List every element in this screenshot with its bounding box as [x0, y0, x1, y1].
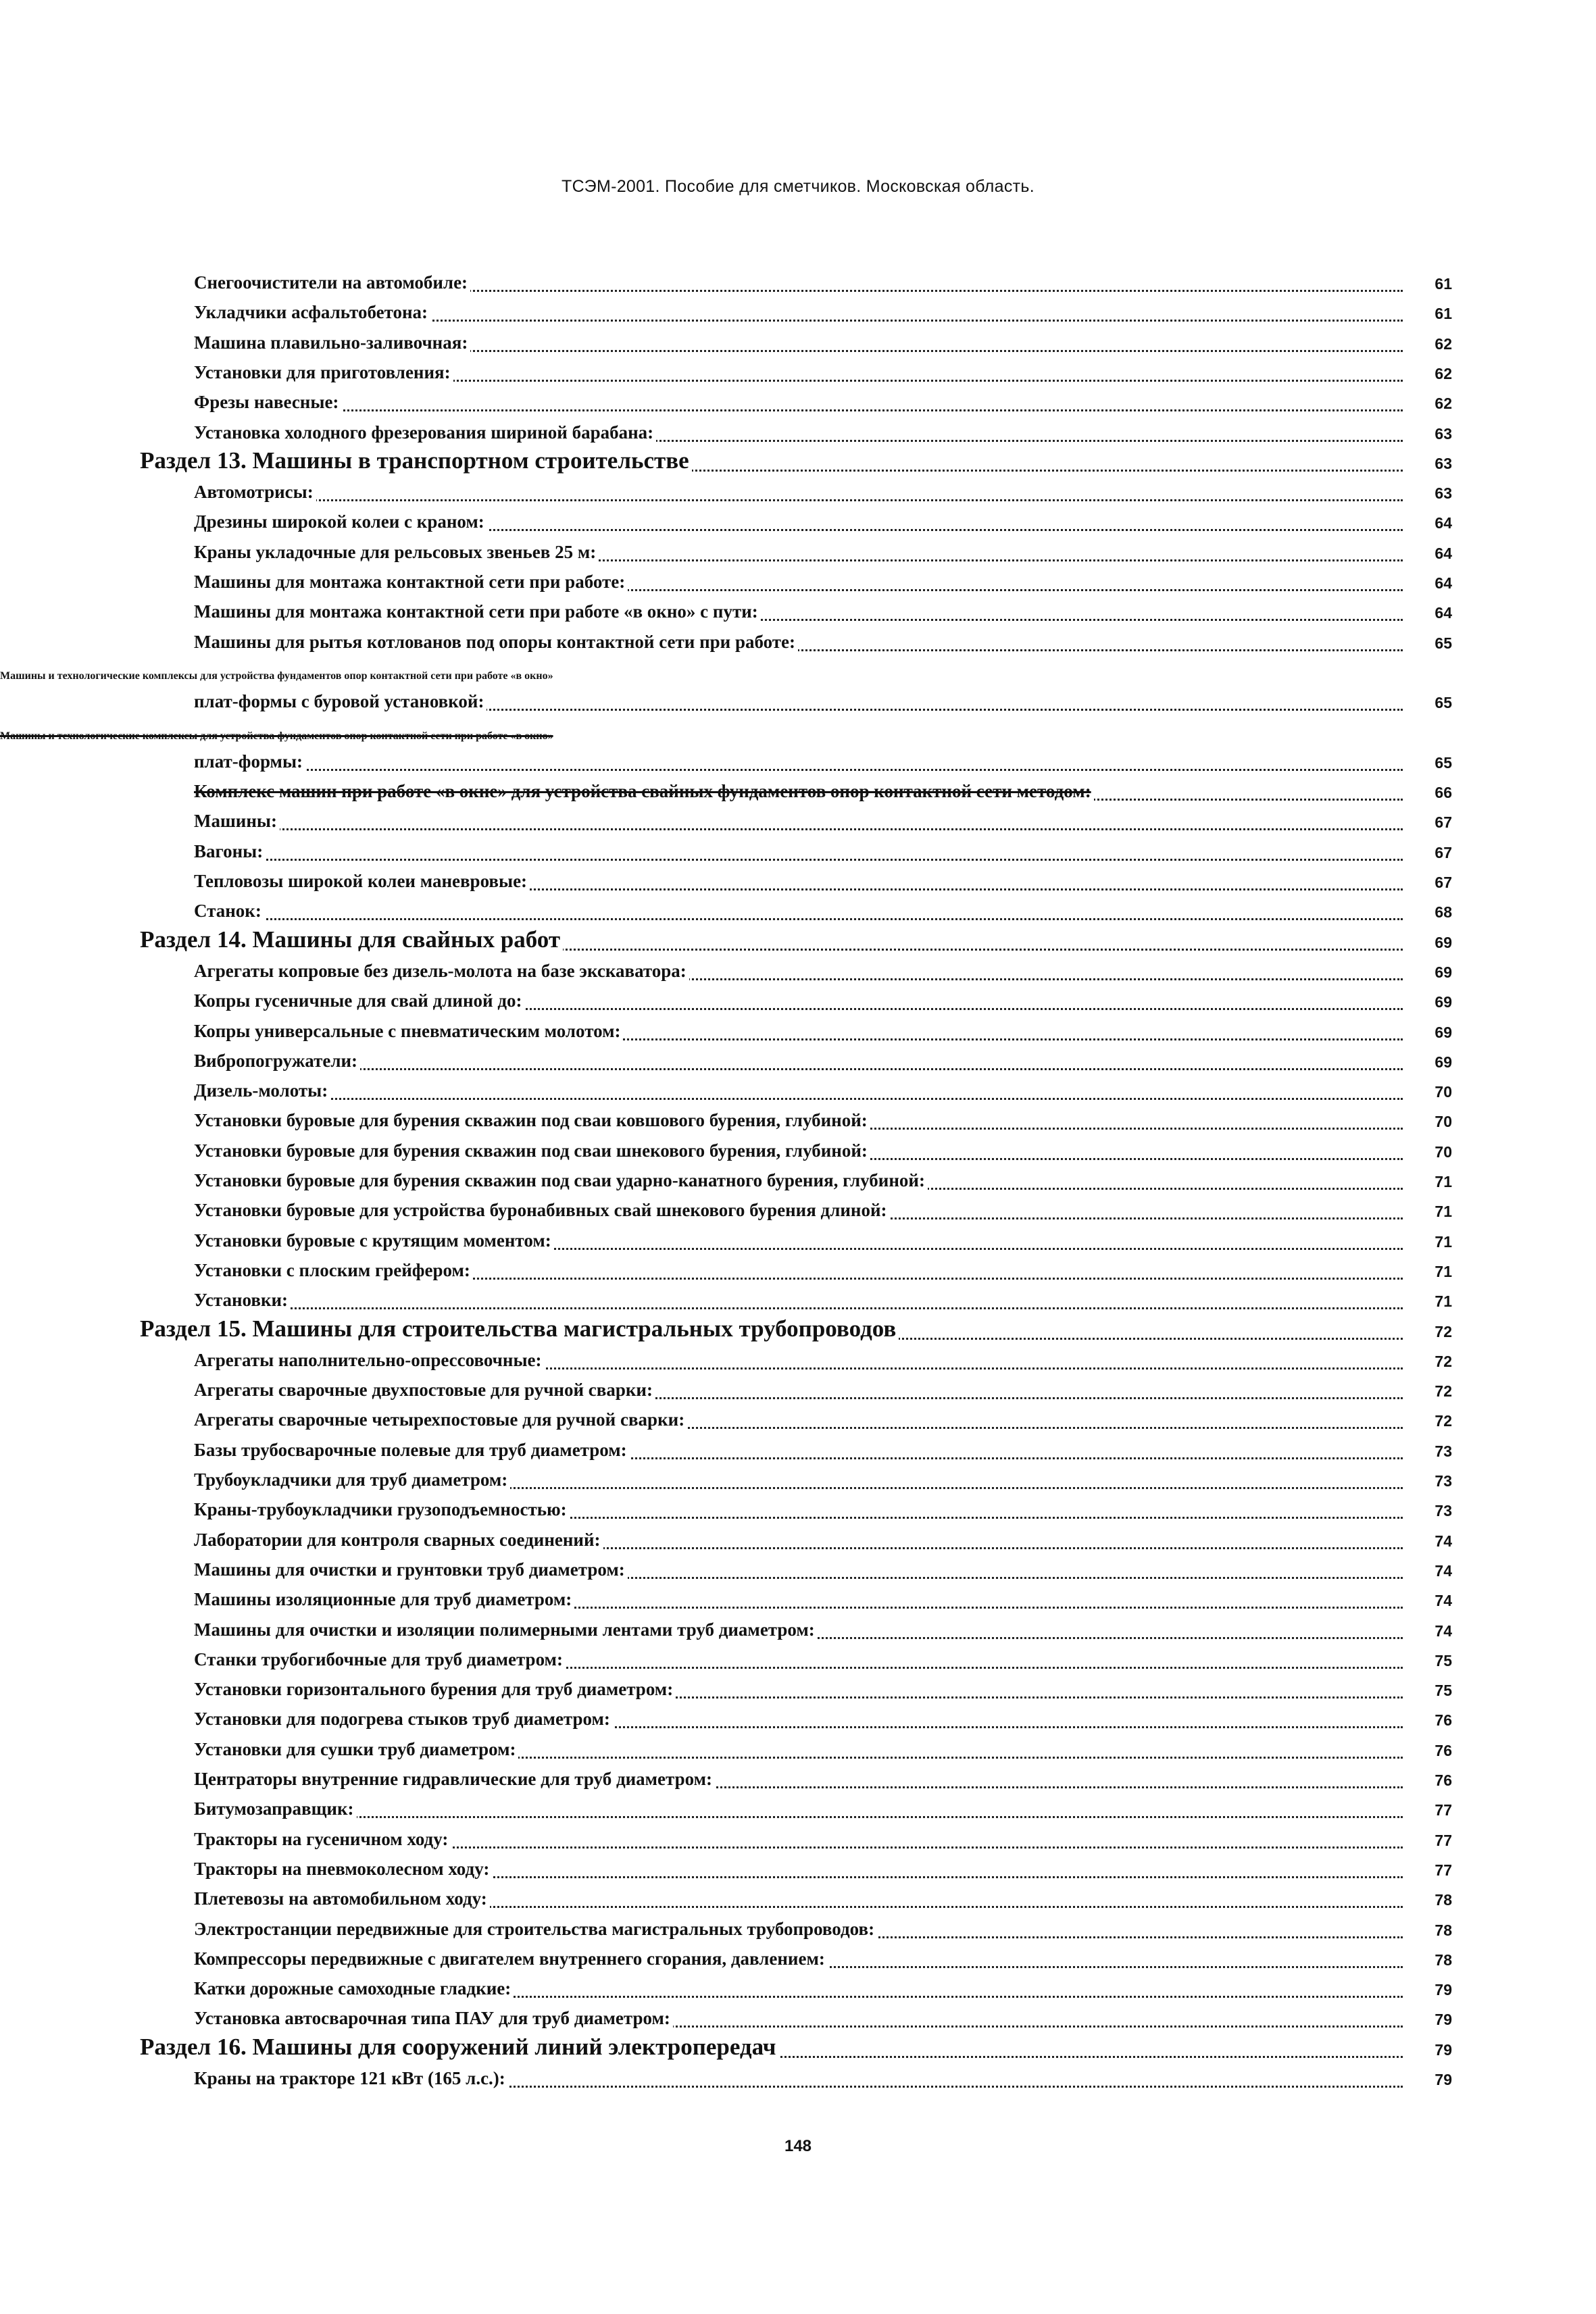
toc-entry-title: Автомотрисы: — [194, 482, 316, 503]
toc-entry[interactable] — [0, 508, 1596, 538]
dot-leader — [194, 1095, 1403, 1100]
toc-entry[interactable] — [0, 388, 1596, 418]
toc-entry-page: 72 — [1435, 1352, 1452, 1370]
toc-entry-page: 70 — [1435, 1142, 1452, 1161]
toc-entry-page: 63 — [1435, 424, 1452, 443]
toc-entry-title: Установки буровые для бурения скважин под сваи шнекового бурения, глубиной: — [194, 1140, 870, 1161]
toc-entry[interactable] — [0, 748, 1596, 778]
toc-entry-title: плат-формы: — [194, 751, 305, 772]
toc-entry-title: Агрегаты сварочные четырехпостовые для ручной сварки: — [194, 1409, 687, 1430]
toc-entry-page: 71 — [1435, 1232, 1452, 1251]
toc-entry-title: Снегоочистители на автомобиле: — [194, 272, 470, 293]
toc-entry-title: Машины для монтажа контактной сети при работе «в окно» с пути: — [194, 601, 761, 622]
toc-entry[interactable] — [0, 1676, 1596, 1705]
running-header: ТСЭМ-2001. Пособие для сметчиков. Московская область. — [562, 177, 1034, 196]
dot-leader — [194, 826, 1403, 830]
toc-entry-title: Комплекс машин при работе «в окне» для устройства свайных фундаментов опор контактной сети методом: — [194, 781, 1094, 802]
toc-entry-title: Компрессоры передвижные с двигателем внутреннего сгорания, давлением: — [194, 1948, 828, 1969]
toc-entry[interactable] — [0, 778, 1596, 807]
toc-entry-title: Установки с плоским грейфером: — [194, 1260, 473, 1281]
toc-entry-title: Станок: — [194, 901, 264, 922]
toc-entry-page: 62 — [1435, 364, 1452, 382]
toc-entry-page: 64 — [1435, 544, 1452, 562]
toc-entry-title: Установки для приготовления: — [194, 362, 453, 383]
toc-entry-page: 73 — [1435, 1472, 1452, 1490]
toc-entry-page: 77 — [1435, 1801, 1452, 1819]
toc-entry[interactable] — [0, 1915, 1596, 1945]
toc-entry-page: 71 — [1435, 1292, 1452, 1311]
toc-entry-title: Машина плавильно-заливочная: — [194, 332, 470, 353]
dot-leader — [194, 497, 1403, 501]
toc-entry[interactable] — [0, 2005, 1596, 2034]
toc-entry-page: 64 — [1435, 574, 1452, 592]
toc-entry[interactable] — [0, 658, 1596, 688]
toc-entry-title: Установка автосварочная типа ПАУ для труб диаметром: — [194, 2008, 673, 2029]
toc-entry-page: 76 — [1435, 1771, 1452, 1789]
toc-entry-page: 72 — [1435, 1382, 1452, 1401]
toc-entry-page: 67 — [1435, 874, 1452, 891]
toc-entry[interactable] — [0, 1347, 1596, 1376]
toc-entry-title: Краны укладочные для рельсовых звеньев 25 м: — [194, 542, 599, 563]
toc-entry[interactable] — [0, 1646, 1596, 1676]
toc-entry-title: Укладчики асфальтобетона: — [194, 302, 430, 323]
dot-leader — [194, 856, 1403, 861]
toc-entry-title: Битумозаправщик: — [194, 1799, 357, 1819]
toc-entry-title: Фрезы навесные: — [194, 392, 341, 413]
toc-entry-page: 69 — [1435, 1053, 1452, 1071]
toc-entry-page: 65 — [1435, 694, 1452, 712]
toc-entry-page: 72 — [1435, 1412, 1452, 1430]
toc-entry-page: 67 — [1435, 843, 1452, 861]
toc-entry-title: Установка холодного фрезерования шириной барабана: — [194, 422, 656, 443]
toc-entry[interactable] — [0, 1436, 1596, 1466]
toc-section-heading[interactable] — [0, 449, 1596, 478]
toc-entry[interactable] — [0, 598, 1596, 628]
toc-entry-page: 64 — [1435, 604, 1452, 622]
toc-entry-page: 78 — [1435, 1921, 1452, 1939]
toc-entry-title: Плетевозы на автомобильном ходу: — [194, 1888, 490, 1909]
toc-entry-title: Раздел 15. Машины для строительства магистральных трубопроводов — [140, 1315, 899, 1342]
toc-entry-page: 68 — [1435, 903, 1452, 922]
toc-entry-page: 74 — [1435, 1592, 1452, 1610]
toc-entry[interactable] — [0, 957, 1596, 987]
toc-entry[interactable] — [0, 1616, 1596, 1646]
toc-entry-title: Установки горизонтального бурения для труб диаметром: — [194, 1679, 676, 1700]
toc-entry-title: Дизель-молоты: — [194, 1080, 330, 1101]
toc-entry-page: 69 — [1435, 963, 1452, 981]
toc-entry[interactable] — [0, 1795, 1596, 1825]
toc-entry[interactable] — [0, 568, 1596, 598]
toc-entry[interactable] — [0, 1197, 1596, 1226]
toc-entry-page: 73 — [1435, 1502, 1452, 1520]
toc-entry-title: Тракторы на пневмоколесном ходу: — [194, 1859, 492, 1880]
toc-entry-page: 69 — [1435, 993, 1452, 1011]
toc-entry-page: 63 — [1435, 454, 1452, 472]
toc-entry-page: 79 — [1435, 1981, 1452, 1999]
toc-section-heading[interactable] — [0, 2035, 1596, 2065]
toc-entry-title: Агрегаты копровые без дизель-молота на базе экскаватора: — [194, 961, 689, 982]
toc-entry-page: 69 — [1435, 933, 1452, 951]
toc-entry[interactable] — [0, 1945, 1596, 1975]
toc-entry[interactable] — [0, 1466, 1596, 1496]
toc-entry[interactable] — [0, 1586, 1596, 1615]
toc-entry-page: 63 — [1435, 484, 1452, 503]
toc-entry[interactable] — [0, 1975, 1596, 2005]
toc-entry-title: Машины и технологические комплексы для устройства фундаментов опор контактной сети при работе «в окно» — [0, 670, 556, 682]
toc-entry-title: Центраторы внутренние гидравлические для труб диаметром: — [194, 1769, 715, 1790]
toc-entry-page: 61 — [1435, 275, 1452, 293]
toc-entry-title: Станки трубогибочные для труб диаметром: — [194, 1649, 566, 1670]
toc-entry-title: Базы трубосварочные полевые для труб диаметром: — [194, 1440, 630, 1461]
toc-entry[interactable] — [0, 688, 1596, 718]
toc-section-heading[interactable] — [0, 1317, 1596, 1347]
toc-entry[interactable] — [0, 1376, 1596, 1406]
toc-entry[interactable] — [0, 1257, 1596, 1286]
toc-entry-title: Машины и технологические комплексы для устройства фундаментов опор контактной сети при работе «в окно» — [0, 730, 556, 743]
toc-entry-title: Раздел 16. Машины для сооружений линий электропередач — [140, 2034, 778, 2061]
toc-entry-page: 65 — [1435, 634, 1452, 652]
toc-entry-title: Установки буровые для бурения скважин под сваи ковшового бурения, глубиной: — [194, 1110, 870, 1131]
toc-entry-title: Раздел 14. Машины для свайных работ — [140, 926, 563, 953]
toc-entry[interactable] — [0, 1556, 1596, 1586]
toc-entry[interactable] — [0, 478, 1596, 508]
toc-entry[interactable] — [0, 1047, 1596, 1077]
toc-entry-title: Машины: — [194, 811, 280, 832]
toc-entry-title: Установки для сушки труб диаметром: — [194, 1739, 518, 1760]
dot-leader — [194, 407, 1403, 411]
toc-entry-title: Краны на тракторе 121 кВт (165 л.с.): — [194, 2068, 508, 2089]
toc-entry[interactable] — [0, 1885, 1596, 1915]
toc-entry[interactable] — [0, 1017, 1596, 1047]
toc-entry-page: 78 — [1435, 1951, 1452, 1969]
toc-entry[interactable] — [0, 299, 1596, 328]
toc-entry-page: 75 — [1435, 1651, 1452, 1669]
toc-entry-page: 79 — [1435, 2071, 1452, 2088]
toc-entry-page: 65 — [1435, 753, 1452, 772]
toc-entry-title: Машины для рытья котлованов под опоры контактной сети при работе: — [194, 632, 798, 653]
toc-entry[interactable] — [0, 1406, 1596, 1436]
toc-entry-title: Вибропогружатели: — [194, 1051, 360, 1072]
toc-entry-page: 62 — [1435, 395, 1452, 413]
toc-entry-title: Раздел 13. Машины в транспортном строительстве — [140, 447, 692, 474]
toc-entry[interactable] — [0, 1107, 1596, 1136]
toc-entry-title: Машины для очистки и грунтовки труб диаметром: — [194, 1559, 628, 1580]
toc-entry-title: Лаборатории для контроля сварных соединений: — [194, 1530, 603, 1551]
toc-entry[interactable] — [0, 987, 1596, 1017]
toc-entry[interactable] — [0, 897, 1596, 927]
toc-entry-title: Катки дорожные самоходные гладкие: — [194, 1978, 514, 1999]
toc-entry[interactable] — [0, 867, 1596, 897]
toc-entry-page: 78 — [1435, 1891, 1452, 1909]
toc-entry[interactable] — [0, 1137, 1596, 1167]
toc-entry-page: 76 — [1435, 1711, 1452, 1730]
toc-entry-page: 67 — [1435, 813, 1452, 832]
toc-entry-title: Тракторы на гусеничном ходу: — [194, 1829, 451, 1850]
toc-entry-page: 76 — [1435, 1741, 1452, 1759]
toc-entry-title: Краны-трубоукладчики грузоподъемностью: — [194, 1499, 570, 1520]
toc-entry-title: Агрегаты наполнительно-опрессовочные: — [194, 1350, 545, 1371]
dot-leader — [194, 766, 1403, 771]
toc-entry[interactable] — [0, 359, 1596, 388]
toc-entry-title: Электростанции передвижные для строительства магистральных трубопроводов: — [194, 1919, 877, 1940]
toc-entry[interactable] — [0, 329, 1596, 359]
toc-entry[interactable] — [0, 838, 1596, 867]
dot-leader — [194, 1305, 1403, 1309]
toc-entry-title: Машины для очистки и изоляции полимерными лентами труб диаметром: — [194, 1619, 818, 1640]
toc-entry-page: 71 — [1435, 1173, 1452, 1190]
toc-entry[interactable] — [0, 419, 1596, 449]
toc-entry[interactable] — [0, 718, 1596, 748]
toc-entry-page: 74 — [1435, 1532, 1452, 1550]
toc-entry-page: 75 — [1435, 1682, 1452, 1700]
toc-entry-title: Вагоны: — [194, 841, 266, 862]
toc-entry[interactable] — [0, 1286, 1596, 1316]
toc-entry-page: 66 — [1435, 784, 1452, 802]
toc-entry[interactable] — [0, 1736, 1596, 1765]
toc-entry-title: Установки буровые для устройства буронабивных свай шнекового бурения длиной: — [194, 1200, 890, 1221]
toc-entry[interactable] — [0, 628, 1596, 658]
toc-entry-title: Трубоукладчики для труб диаметром: — [194, 1469, 510, 1490]
toc-entry-page: 71 — [1435, 1262, 1452, 1280]
toc-entry-page: 72 — [1435, 1322, 1452, 1340]
toc-entry-page: 74 — [1435, 1561, 1452, 1580]
toc-entry-page: 73 — [1435, 1442, 1452, 1460]
toc-entry[interactable] — [0, 1227, 1596, 1257]
toc-entry-page: 62 — [1435, 334, 1452, 353]
dot-leader — [194, 915, 1403, 920]
toc-entry[interactable] — [0, 1826, 1596, 1855]
toc-entry-page: 74 — [1435, 1621, 1452, 1640]
toc-entry-title: Машины для монтажа контактной сети при работе: — [194, 572, 628, 593]
toc-entry-page: 77 — [1435, 1861, 1452, 1879]
dot-leader — [194, 1813, 1403, 1818]
toc-entry-page: 61 — [1435, 305, 1452, 323]
toc-entry[interactable] — [0, 1167, 1596, 1197]
dot-leader — [194, 1065, 1403, 1070]
toc-entry-page: 64 — [1435, 514, 1452, 532]
toc-entry-title: Установки для подогрева стыков труб диаметром: — [194, 1709, 613, 1730]
toc-entry[interactable] — [0, 1705, 1596, 1735]
toc-entry[interactable] — [0, 1855, 1596, 1885]
toc-entry[interactable] — [0, 1077, 1596, 1107]
toc-entry-title: Установки буровые с крутящим моментом: — [194, 1230, 554, 1251]
toc-entry-title: Агрегаты сварочные двухпостовые для ручной сварки: — [194, 1380, 655, 1401]
toc-entry[interactable] — [0, 1496, 1596, 1526]
toc-entry-title: Дрезины широкой колеи с краном: — [194, 511, 487, 532]
toc-entry-title: Машины изоляционные для труб диаметром: — [194, 1589, 574, 1610]
toc-entry-title: Установки: — [194, 1290, 291, 1311]
toc-entry[interactable] — [0, 1526, 1596, 1556]
toc-entry[interactable] — [0, 807, 1596, 837]
toc-entry-page: 70 — [1435, 1083, 1452, 1101]
toc-entry-title: Тепловозы широкой колеи маневровые: — [194, 871, 530, 892]
toc-entry-title: плат-формы с буровой установкой: — [194, 691, 487, 712]
toc-entry[interactable] — [0, 1765, 1596, 1795]
toc-entry[interactable] — [0, 2065, 1596, 2094]
toc-entry[interactable] — [0, 538, 1596, 568]
toc-entry-page: 77 — [1435, 1831, 1452, 1849]
toc-entry-page: 71 — [1435, 1203, 1452, 1221]
page-number: 148 — [784, 2137, 812, 2155]
toc-entry-page: 79 — [1435, 2011, 1452, 2029]
toc-entry-title: Копры гусеничные для свай длиной до: — [194, 990, 525, 1011]
toc-entry[interactable] — [0, 269, 1596, 299]
toc-entry-page: 69 — [1435, 1023, 1452, 1041]
toc-section-heading[interactable] — [0, 928, 1596, 957]
toc-entry-title: Копры универсальные с пневматическим молотом: — [194, 1021, 623, 1042]
toc-entry-page: 70 — [1435, 1113, 1452, 1131]
toc-entry-page: 79 — [1435, 2040, 1452, 2059]
toc-entry-title: Установки буровые для бурения скважин под сваи ударно-канатного бурения, глубиной: — [194, 1170, 928, 1191]
